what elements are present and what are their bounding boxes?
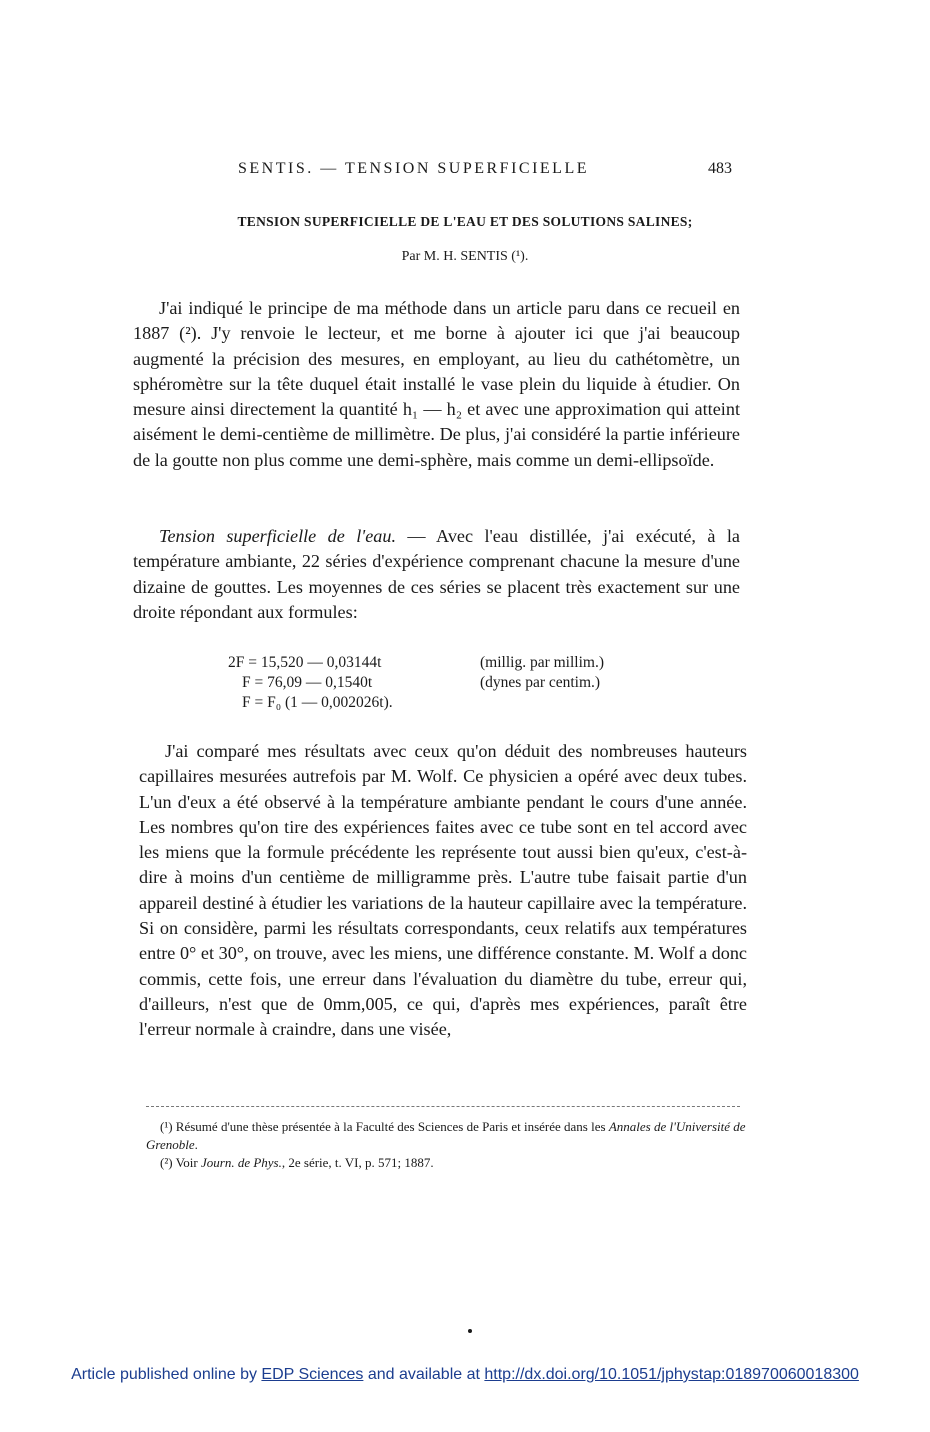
paragraph-text: J'ai indiqué le principe de ma méthode dans un article paru dans ce recueil en 1887 (²). J'y renvoie le lecteur, et me borne à ajouter ici que j'ai beaucoup augmenté la précision des mesures, en employant, au lieu du cathétomètre, un sphéromètre sur la tête duquel était installé le vase plein du liquide à étudier. On mesure ainsi directement la quantité h₁ — h₂ et avec une approximation qui atteint aisément le demi-centième de millimètre. De plus, j'ai considéré la partie inférieure de la goutte non plus comme une demi-sphère, mais comme un demi-ellipsoïde. [133, 298, 740, 470]
footnote-text: (¹) Résumé d'une thèse présentée à la Faculté des Sciences de Paris et insérée dans les [160, 1119, 609, 1134]
paragraph-text: — Avec l'eau distillée, j'ai exécuté, à la température ambiante, 22 séries d'expérience comprenant chacune la mesure d'une dizaine de gouttes. Les moyennes de ces séries se placent très exactement sur une droite répondant aux formules: [133, 526, 741, 622]
doi-link[interactable]: http://dx.doi.org/10.1051/jphystap:018970060018300 [484, 1366, 859, 1383]
footnote-text: (²) Voir [160, 1155, 201, 1170]
footnote-italic: Annales de l'Université de Grenoble [146, 1119, 746, 1152]
paragraph-comparison [139, 739, 747, 1043]
footnote-text: . [194, 1137, 198, 1152]
section-lead: Tension superficielle de l'eau. [159, 526, 397, 546]
footnote-1 [146, 1118, 752, 1154]
publisher-link[interactable]: EDP Sciences [261, 1366, 364, 1383]
formula-unit: (millig. par millim.) [480, 654, 604, 671]
paragraph-water-tension [133, 524, 740, 625]
banner-middle: and available at [363, 1366, 485, 1383]
article-title: TENSION SUPERFICIELLE DE L'EAU ET DES SOLUTIONS SALINES; [237, 214, 693, 229]
page-number: 483 [708, 160, 732, 177]
footnote-2 [146, 1154, 752, 1172]
page-mark-dot [468, 1329, 472, 1333]
paragraph-text: J'ai comparé mes résultats avec ceux qu'on déduit des nombreuses hauteurs capillaires mesurées autrefois par M. Wolf. Ce physicien a opéré avec deux tubes. L'un d'eux a été observé à la température ambiante pendant le cours d'une année. Les nombres qu'on tire des expériences faites avec ce tube sont en tel accord avec les miens que la formule précédente les représente tout aussi bien qu'eux, c'est-à-dire à moins d'un centième de milligramme près. L'autre tube faisait partie d'un appareil destiné à étudier les variations de la hauteur capillaire avec la température. Si on considère, parmi les résultats correspondants, ceux relatifs aux températures entre 0° et 30°, on trouve, avec les miens, une différence constante. M. Wolf a donc commis, cette fois, une erreur dans l'évaluation du diamètre du tube, erreur qui, d'ailleurs, n'est que de 0mm,005, ce qui, d'après mes expériences, paraît être l'erreur normale à craindre, dans une visée, [139, 741, 747, 1040]
formula-expression: 2F = 15,520 — 0,03144t [228, 654, 382, 671]
banner-prefix: Article published online by [71, 1366, 262, 1383]
formula-unit: (dynes par centim.) [480, 674, 601, 691]
footnote-italic: Journ. de Phys. [200, 1155, 282, 1170]
paragraph-intro [133, 296, 740, 473]
footnote-text: , 2e série, t. VI, p. 571; 1887. [281, 1155, 434, 1170]
footnotes [146, 1118, 752, 1172]
formula-expression: F = 76,09 — 0,1540t [242, 674, 373, 691]
footnote-separator [146, 1106, 740, 1107]
publication-banner [0, 1366, 930, 1384]
formula-expression: F = F₀ (1 — 0,002026t). [242, 694, 393, 711]
byline: Par M. H. SENTIS (¹). [401, 249, 529, 264]
running-head: SENTIS. — TENSION SUPERFICIELLE [238, 160, 589, 177]
